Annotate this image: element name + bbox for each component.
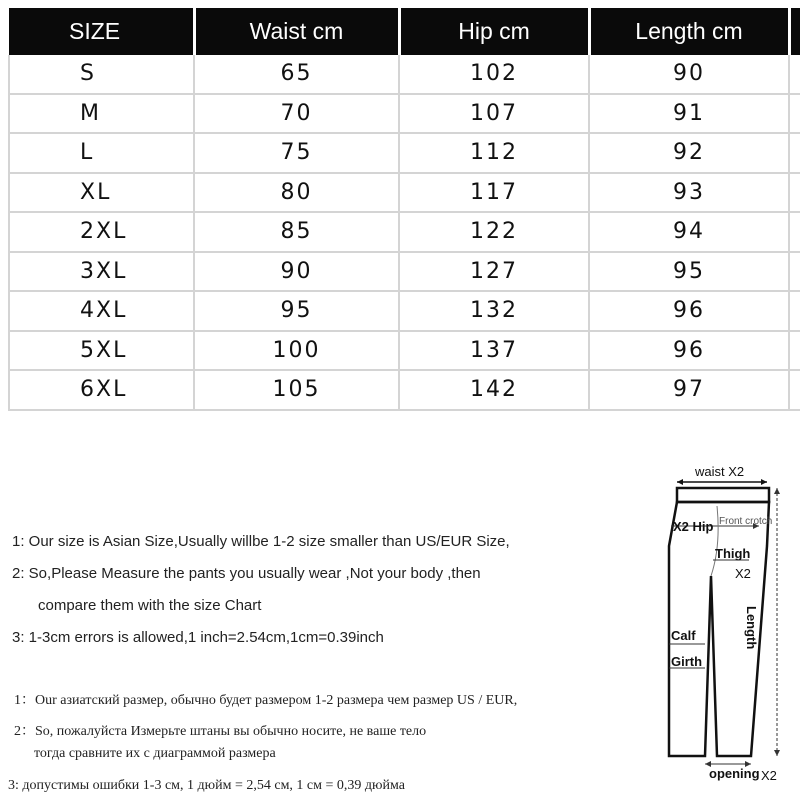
cell-hip: 142 bbox=[399, 370, 589, 410]
label-thigh-x2: X2 bbox=[735, 566, 751, 581]
cell-size: 3XL bbox=[9, 252, 194, 292]
note-en-3: 3: 1-3cm errors is allowed,1 inch=2.54cm,1cm=0.39inch bbox=[12, 629, 384, 646]
pants-measurement-diagram bbox=[655, 456, 800, 786]
cell-waist: 105 bbox=[194, 370, 399, 410]
table-row bbox=[9, 94, 800, 134]
cell-length: 93 bbox=[589, 173, 789, 213]
label-opening: opening bbox=[709, 766, 760, 781]
cell-hip: 137 bbox=[399, 331, 589, 371]
label-girth: Girth bbox=[671, 654, 703, 669]
table-row bbox=[9, 212, 800, 252]
cell-hip: 122 bbox=[399, 212, 589, 252]
cell-spacer bbox=[789, 173, 800, 213]
cell-length: 92 bbox=[589, 133, 789, 173]
header-spacer bbox=[789, 8, 800, 55]
cell-spacer bbox=[789, 94, 800, 134]
table-row bbox=[9, 252, 800, 292]
note-en-2: 2: So,Please Measure the pants you usually wear ,Not your body ,then bbox=[12, 565, 481, 582]
cell-size: L bbox=[9, 133, 194, 173]
cell-hip: 132 bbox=[399, 291, 589, 331]
table-row bbox=[9, 291, 800, 331]
label-thigh: Thigh bbox=[715, 546, 751, 561]
label-waist: waist X2 bbox=[695, 464, 745, 479]
cell-waist: 100 bbox=[194, 331, 399, 371]
cell-length: 96 bbox=[589, 331, 789, 371]
size-chart-table bbox=[8, 8, 800, 411]
table-row bbox=[9, 133, 800, 173]
note-ru-1: 1：Our азиатский размер, обычно будет размером 1-2 размера чем размер US / EUR, bbox=[14, 693, 518, 708]
cell-spacer bbox=[789, 291, 800, 331]
cell-spacer bbox=[789, 212, 800, 252]
cell-waist: 75 bbox=[194, 133, 399, 173]
cell-waist: 90 bbox=[194, 252, 399, 292]
cell-size: 5XL bbox=[9, 331, 194, 371]
cell-waist: 80 bbox=[194, 173, 399, 213]
header-hip: Hip cm bbox=[399, 8, 589, 55]
label-front-crotch: Front crotch bbox=[719, 516, 773, 527]
cell-length: 91 bbox=[589, 94, 789, 134]
cell-size: 2XL bbox=[9, 212, 194, 252]
cell-waist: 95 bbox=[194, 291, 399, 331]
cell-hip: 127 bbox=[399, 252, 589, 292]
cell-waist: 70 bbox=[194, 94, 399, 134]
cell-size: 4XL bbox=[9, 291, 194, 331]
table-row bbox=[9, 173, 800, 213]
cell-length: 96 bbox=[589, 291, 789, 331]
cell-size: 6XL bbox=[9, 370, 194, 410]
cell-length: 97 bbox=[589, 370, 789, 410]
cell-size: M bbox=[9, 94, 194, 134]
header-waist: Waist cm bbox=[194, 8, 399, 55]
cell-waist: 85 bbox=[194, 212, 399, 252]
note-ru-3: 3: допустимы ошибки 1-3 см, 1 дюйм = 2,54 см, 1 см = 0,39 дюйма bbox=[8, 778, 405, 793]
table-header-row bbox=[9, 8, 800, 55]
cell-hip: 107 bbox=[399, 94, 589, 134]
cell-spacer bbox=[789, 55, 800, 94]
note-ru-2: 2：So, пожалуйста Измерьте штаны вы обычно носите, не ваше тело bbox=[14, 724, 427, 739]
cell-waist: 65 bbox=[194, 55, 399, 94]
label-length: Length bbox=[744, 606, 759, 650]
cell-spacer bbox=[789, 133, 800, 173]
label-hip: X2 Hip bbox=[673, 519, 714, 534]
cell-hip: 117 bbox=[399, 173, 589, 213]
cell-spacer bbox=[789, 331, 800, 371]
label-calf: Calf bbox=[671, 628, 696, 643]
cell-spacer bbox=[789, 370, 800, 410]
cell-hip: 102 bbox=[399, 55, 589, 94]
header-size: SIZE bbox=[9, 8, 194, 55]
cell-hip: 112 bbox=[399, 133, 589, 173]
label-opening-x2: X2 bbox=[761, 768, 777, 783]
cell-size: XL bbox=[9, 173, 194, 213]
cell-length: 90 bbox=[589, 55, 789, 94]
cell-length: 95 bbox=[589, 252, 789, 292]
table-row bbox=[9, 55, 800, 94]
table-row bbox=[9, 331, 800, 371]
note-en-1: 1: Our size is Asian Size,Usually willbe 1-2 size smaller than US/EUR Size, bbox=[12, 533, 510, 550]
cell-length: 94 bbox=[589, 212, 789, 252]
cell-spacer bbox=[789, 252, 800, 292]
header-length: Length cm bbox=[589, 8, 789, 55]
note-ru-2-cont: тогда сравните их с диаграммой размера bbox=[34, 746, 276, 761]
note-en-2-cont: compare them with the size Chart bbox=[38, 597, 262, 614]
cell-size: S bbox=[9, 55, 194, 94]
table-row bbox=[9, 370, 800, 410]
pants-outline-icon bbox=[655, 456, 800, 786]
